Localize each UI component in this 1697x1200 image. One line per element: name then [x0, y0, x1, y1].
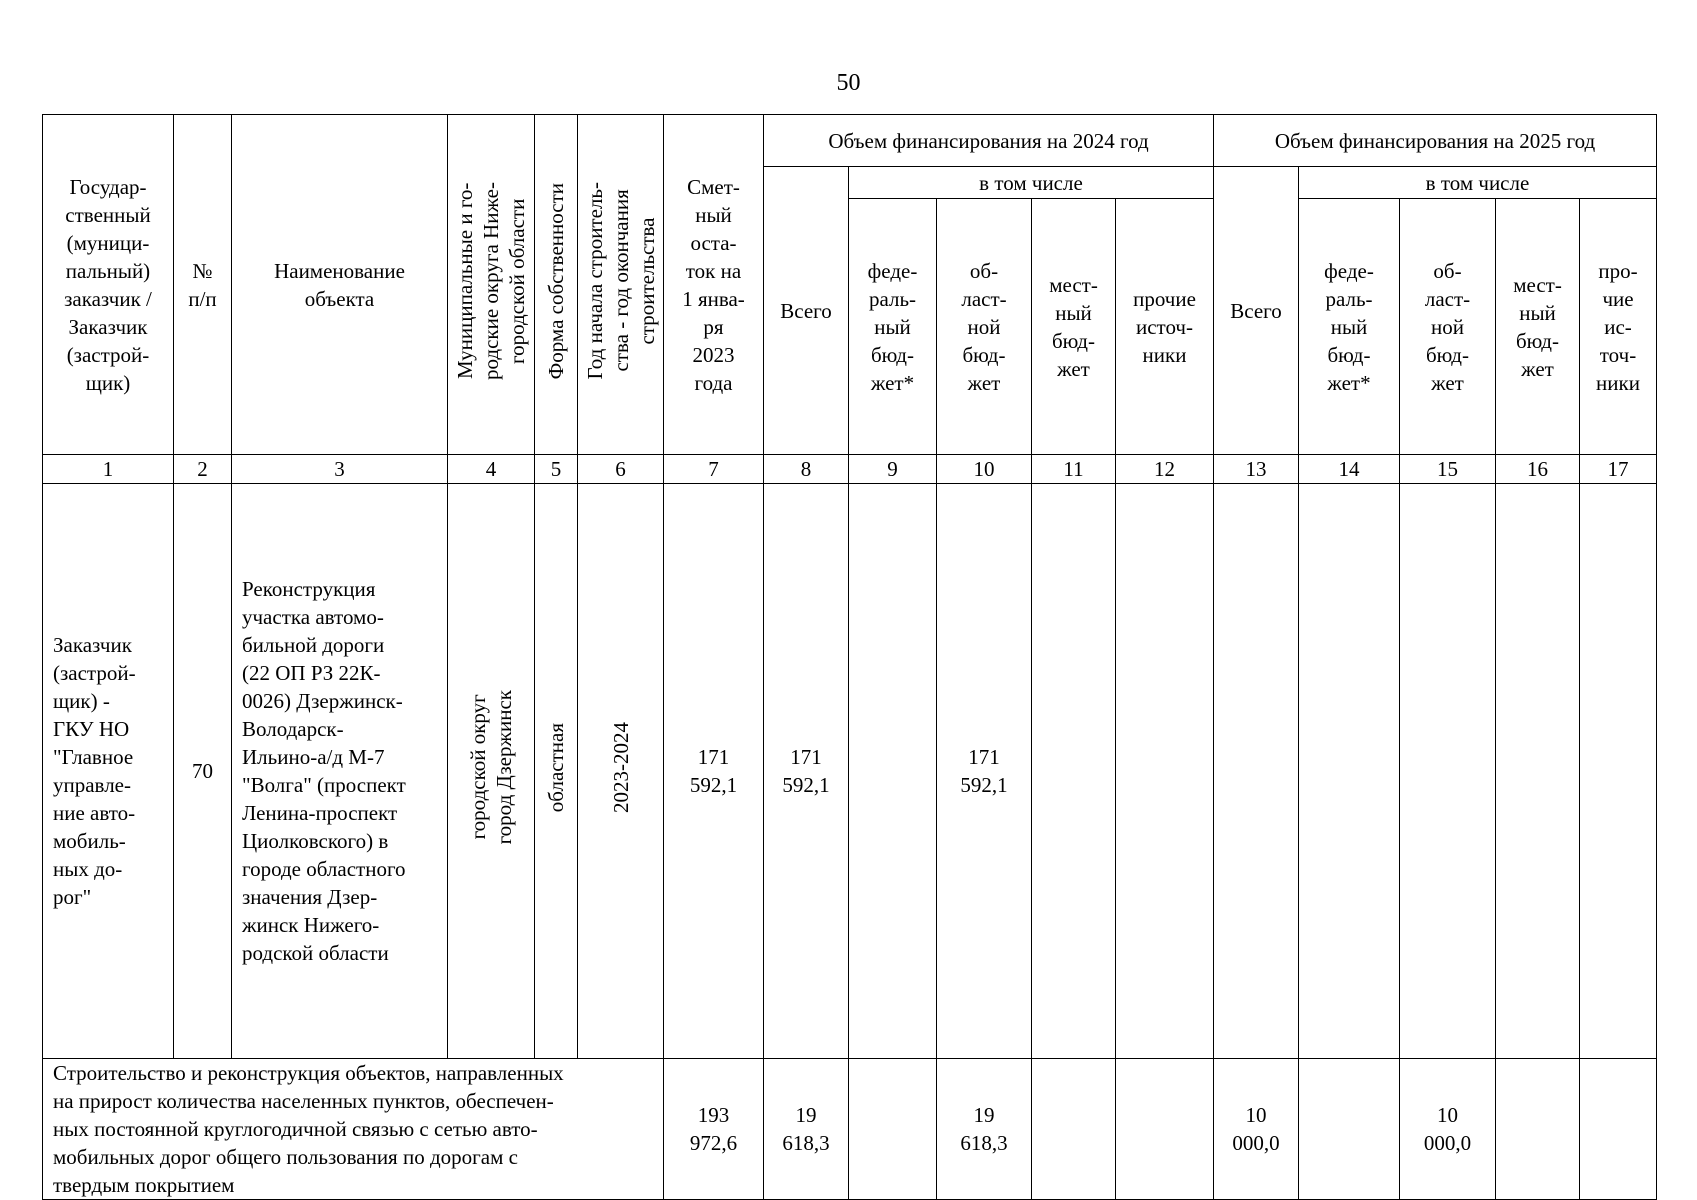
total-total-2024: 19 618,3 — [764, 1059, 849, 1200]
row-local-2024 — [1032, 484, 1116, 1059]
total-regional-2025: 10 000,0 — [1400, 1059, 1496, 1200]
header-regional-2024: об- ласт- ной бюд- жет — [937, 199, 1032, 455]
row-federal-2024 — [849, 484, 937, 1059]
header-federal-2024: феде- раль- ный бюд- жет* — [849, 199, 937, 455]
row-regional-2024: 171 592,1 — [937, 484, 1032, 1059]
header-local-2025: мест- ный бюд- жет — [1496, 199, 1580, 455]
header-local-2024: мест- ный бюд- жет — [1032, 199, 1116, 455]
header-years — [578, 115, 664, 455]
column-number: 7 — [664, 455, 764, 484]
header-federal-2025: феде- раль- ный бюд- жет* — [1299, 199, 1400, 455]
row-municipality-text: городской округ город Дзержинск — [466, 690, 516, 845]
header-total-2024: Всего — [764, 167, 849, 455]
header-funding-2025: Объем финансирования на 2025 год — [1214, 115, 1657, 167]
row-years — [578, 484, 664, 1059]
row-municipality — [448, 484, 535, 1059]
row-total-2025 — [1214, 484, 1299, 1059]
header-customer: Государ- ственный (муници- пальный) заказчик / Заказчик (застрой- щик) — [43, 115, 174, 455]
header-ownership-text: Форма собственности — [544, 182, 568, 380]
row-number: 70 — [174, 484, 232, 1059]
total-other-2024 — [1116, 1059, 1214, 1200]
total-total-2025: 10 000,0 — [1214, 1059, 1299, 1200]
column-number: 13 — [1214, 455, 1299, 484]
column-number: 12 — [1116, 455, 1214, 484]
row-ownership — [535, 484, 578, 1059]
header-including-2024: в том числе — [849, 167, 1214, 199]
row-total-2024: 171 592,1 — [764, 484, 849, 1059]
header-object-name: Наименование объекта — [232, 115, 448, 455]
row-ownership-text: областная — [544, 722, 568, 813]
row-object-name: Реконструкция участка автомо- бильной дороги (22 ОП РЗ 22К- 0026) Дзержинск- Володарск- Ильино-а/д М-7 "Волга" (проспект Ленина-проспект Циолковского) в городе областного значения Дзер- жинск Нижего- родской области — [232, 484, 448, 1059]
header-total-2025: Всего — [1214, 167, 1299, 455]
header-number: № п/п — [174, 115, 232, 455]
column-number-row — [43, 455, 1657, 484]
header-ownership — [535, 115, 578, 455]
header-estimated-balance: Смет- ный оста- ток на 1 янва- ря 2023 года — [664, 115, 764, 455]
column-number: 3 — [232, 455, 448, 484]
column-number: 9 — [849, 455, 937, 484]
row-regional-2025 — [1400, 484, 1496, 1059]
header-regional-2025: об- ласт- ной бюд- жет — [1400, 199, 1496, 455]
column-number: 10 — [937, 455, 1032, 484]
header-other-2025: про- чие ис- точ- ники — [1580, 199, 1657, 455]
column-number: 17 — [1580, 455, 1657, 484]
total-regional-2024: 19 618,3 — [937, 1059, 1032, 1200]
total-local-2025 — [1496, 1059, 1580, 1200]
row-local-2025 — [1496, 484, 1580, 1059]
header-funding-2024: Объем финансирования на 2024 год — [764, 115, 1214, 167]
total-estimated-balance: 193 972,6 — [664, 1059, 764, 1200]
total-other-2025 — [1580, 1059, 1657, 1200]
total-row-label: Строительство и реконструкция объектов, направленных на прирост количества населенных пунктов, обеспечен- ных постоянной круглогодичной связью с сетью авто- мобильных дорог общего пользования по дорогам с твердым покрытием — [43, 1059, 664, 1200]
total-row — [43, 1059, 1657, 1200]
table-row — [43, 484, 1657, 1059]
header-years-text: Год начала строитель- ства - год окончания строительства — [582, 182, 659, 380]
total-federal-2025 — [1299, 1059, 1400, 1200]
column-number: 14 — [1299, 455, 1400, 484]
header-municipality-text: Муниципальные и го- родские округа Ниже- городской области — [453, 182, 529, 380]
row-estimated-balance: 171 592,1 — [664, 484, 764, 1059]
column-number: 15 — [1400, 455, 1496, 484]
row-federal-2025 — [1299, 484, 1400, 1059]
total-local-2024 — [1032, 1059, 1116, 1200]
column-number: 16 — [1496, 455, 1580, 484]
column-number: 6 — [578, 455, 664, 484]
row-years-text: 2023-2024 — [608, 722, 633, 813]
column-number: 11 — [1032, 455, 1116, 484]
column-number: 1 — [43, 455, 174, 484]
column-number: 4 — [448, 455, 535, 484]
row-other-2025 — [1580, 484, 1657, 1059]
total-federal-2024 — [849, 1059, 937, 1200]
column-number: 5 — [535, 455, 578, 484]
header-municipality — [448, 115, 535, 455]
column-number: 8 — [764, 455, 849, 484]
row-other-2024 — [1116, 484, 1214, 1059]
header-other-2024: прочие источ- ники — [1116, 199, 1214, 455]
row-customer: Заказчик (застрой- щик) - ГКУ НО "Главное управле- ние авто- мобиль- ных до- рог" — [43, 484, 174, 1059]
investment-table — [42, 114, 1657, 1200]
header-including-2025: в том числе — [1299, 167, 1657, 199]
page-number: 50 — [836, 70, 861, 96]
column-number: 2 — [174, 455, 232, 484]
